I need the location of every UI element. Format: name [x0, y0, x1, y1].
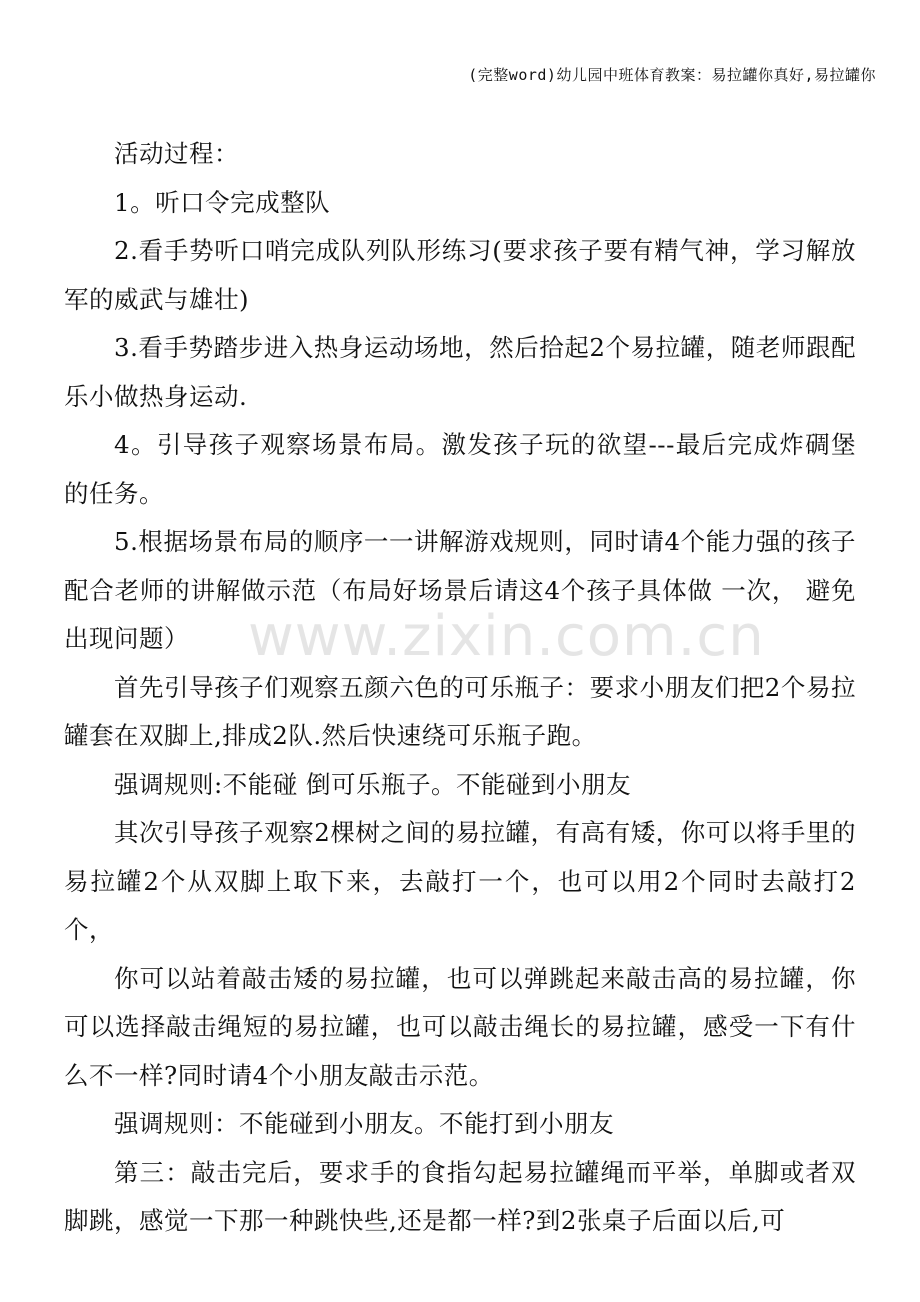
document-body: [64, 130, 856, 1246]
paragraph: 2.看手势听口哨完成队列队形练习(要求孩子要有精气神，学习解放军的威武与雄壮): [64, 236, 856, 314]
watermark: www.zixin.com.cn: [248, 604, 765, 669]
paragraph: 第三：敲击完后，要求手的食指勾起易拉罐绳而平举，单脚或者双脚跳，感觉一下那一种跳快些,还是都一样?到2张桌子后面以后,可: [64, 1157, 856, 1235]
document-header: (完整word)幼儿园中班体育教案：易拉罐你真好,易拉罐你: [468, 66, 876, 84]
paragraph: 5.根据场景布局的顺序一一讲解游戏规则，同时请4个能力强的孩子配合老师的讲解做示范（布局好场景后请这4个孩子具体做 一次， 避免出现问题）: [64, 527, 856, 653]
paragraph: 1。听口令完成整队: [114, 187, 331, 217]
paragraph: 3.看手势踏步进入热身运动场地，然后拾起2个易拉罐，随老师跟配乐小做热身运动.: [64, 333, 856, 411]
paragraph: 4。引导孩子观察场景布局。激发孩子玩的欲望---最后完成炸碉堡的任务。: [64, 430, 856, 508]
paragraph: 你可以站着敲击矮的易拉罐，也可以弹跳起来敲击高的易拉罐，你可以选择敲击绳短的易拉罐，也可以敲击绳长的易拉罐，感受一下有什么不一样?同时请4个小朋友敲击示范。: [64, 963, 856, 1090]
paragraph: 首先引导孩子们观察五颜六色的可乐瓶子：要求小朋友们把2个易拉罐套在双脚上,排成2队.然后快速绕可乐瓶子跑。: [64, 672, 856, 750]
paragraph: 其次引导孩子观察2棵树之间的易拉罐，有高有矮，你可以将手里的易拉罐2个从双脚上取下来，去敲打一个，也可以用2个同时去敲打2个，: [64, 818, 856, 944]
section-heading: 活动过程：: [114, 139, 239, 168]
paragraph: 强调规则：不能碰到小朋友。不能打到小朋友: [114, 1109, 614, 1138]
paragraph: 强调规则:不能碰 倒可乐瓶子。不能碰到小朋友: [114, 769, 632, 799]
